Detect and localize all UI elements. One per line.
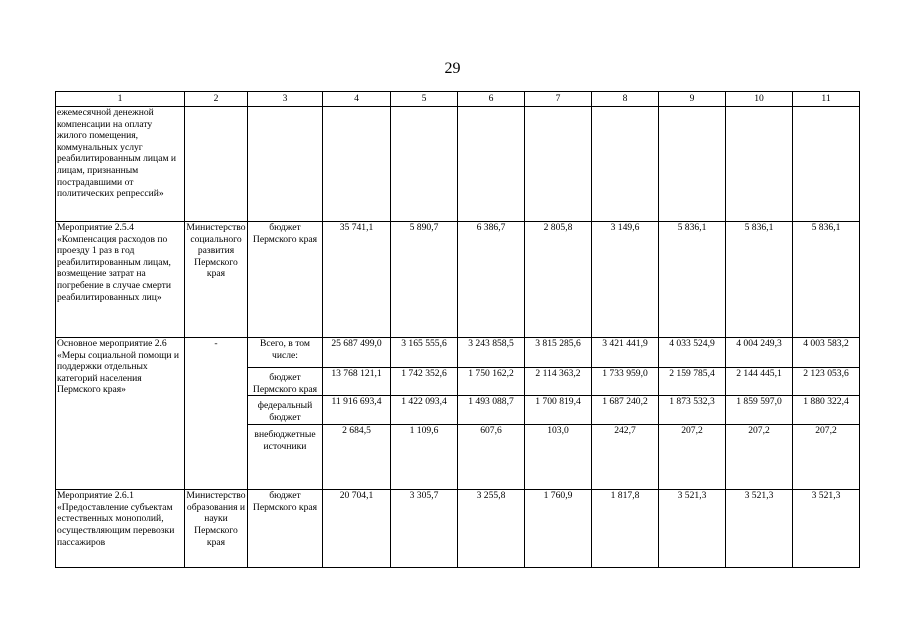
executor-cell [185,107,248,222]
header-row [56,92,860,107]
value-cell: 2 805,8 [525,222,592,338]
value-cell [659,107,726,222]
header-cell: 8 [592,92,659,107]
header-cell: 7 [525,92,592,107]
funding-source [248,107,323,222]
funding-source: бюджет Пермского края [248,368,323,396]
value-cell: 1 733 959,0 [592,368,659,396]
value-cell: 2 114 363,2 [525,368,592,396]
value-cell: 2 159 785,4 [659,368,726,396]
header-cell: 1 [56,92,185,107]
value-cell: 3 149,6 [592,222,659,338]
value-cell [391,107,458,222]
header-cell: 11 [793,92,860,107]
value-cell: 4 033 524,9 [659,338,726,368]
value-cell: 25 687 499,0 [323,338,391,368]
funding-source: Всего, в том числе: [248,338,323,368]
value-cell: 1 687 240,2 [592,396,659,425]
value-cell: 35 741,1 [323,222,391,338]
value-cell: 20 704,1 [323,490,391,568]
value-cell: 1 493 088,7 [458,396,525,425]
value-cell: 2 684,5 [323,425,391,490]
activity-name: Мероприятие 2.6.1 «Предоставление субъектам естественных монополий, осуществляющим перевозки пассажиров [56,490,185,568]
value-cell: 3 305,7 [391,490,458,568]
activity-name: ежемесячной денежной компенсации на оплату жилого помещения, коммунальных услуг реабилитированным лицам и лицам, признанным пострадавшими от политических репрессий» [56,107,185,222]
funding-source: бюджет Пермского края [248,490,323,568]
value-cell: 1 873 532,3 [659,396,726,425]
value-cell: 3 255,8 [458,490,525,568]
value-cell: 11 916 693,4 [323,396,391,425]
value-cell: 2 144 445,1 [726,368,793,396]
value-cell: 2 123 053,6 [793,368,860,396]
value-cell [793,107,860,222]
table-row [56,490,860,568]
header-cell: 5 [391,92,458,107]
value-cell [323,107,391,222]
value-cell: 3 421 441,9 [592,338,659,368]
value-cell: 3 243 858,5 [458,338,525,368]
value-cell: 1 880 322,4 [793,396,860,425]
value-cell [458,107,525,222]
page-number: 29 [444,60,461,77]
value-cell: 1 109,6 [391,425,458,490]
value-cell [525,107,592,222]
value-cell: 1 742 352,6 [391,368,458,396]
value-cell: 5 836,1 [726,222,793,338]
executor-cell: Министерство образования и науки Пермского края [185,490,248,568]
value-cell: 3 521,3 [793,490,860,568]
value-cell: 13 768 121,1 [323,368,391,396]
value-cell: 3 815 285,6 [525,338,592,368]
activity-name: Основное мероприятие 2.6 «Меры социальной помощи и поддержки отдельных категорий населения Пермского края» [56,338,185,490]
funding-source: федеральный бюджет [248,396,323,425]
executor-cell: - [185,338,248,490]
value-cell: 207,2 [793,425,860,490]
activity-name: Мероприятие 2.5.4 «Компенсация расходов по проезду 1 раз в год реабилитированным лицам, возмещение затрат на погребение в случае смерти реабилитированных лиц» [56,222,185,338]
value-cell: 1 700 819,4 [525,396,592,425]
executor-cell: Министерство социального развития Пермского края [185,222,248,338]
header-cell: 4 [323,92,391,107]
value-cell: 1 817,8 [592,490,659,568]
value-cell: 3 521,3 [659,490,726,568]
value-cell [592,107,659,222]
value-cell: 3 165 555,6 [391,338,458,368]
value-cell: 6 386,7 [458,222,525,338]
value-cell: 1 760,9 [525,490,592,568]
value-cell: 1 750 162,2 [458,368,525,396]
value-cell: 207,2 [659,425,726,490]
value-cell [726,107,793,222]
value-cell: 5 836,1 [659,222,726,338]
value-cell: 207,2 [726,425,793,490]
funding-source: бюджет Пермского края [248,222,323,338]
table-row [56,107,860,222]
header-cell: 10 [726,92,793,107]
header-cell: 9 [659,92,726,107]
header-cell: 3 [248,92,323,107]
value-cell: 3 521,3 [726,490,793,568]
header-cell: 2 [185,92,248,107]
value-cell: 4 003 583,2 [793,338,860,368]
funding-source: внебюджетные источники [248,425,323,490]
value-cell: 5 836,1 [793,222,860,338]
budget-table [55,91,860,568]
value-cell: 1 859 597,0 [726,396,793,425]
table-row [56,222,860,338]
value-cell: 5 890,7 [391,222,458,338]
value-cell: 103,0 [525,425,592,490]
value-cell: 242,7 [592,425,659,490]
value-cell: 607,6 [458,425,525,490]
table-row [56,338,860,368]
header-cell: 6 [458,92,525,107]
value-cell: 1 422 093,4 [391,396,458,425]
value-cell: 4 004 249,3 [726,338,793,368]
